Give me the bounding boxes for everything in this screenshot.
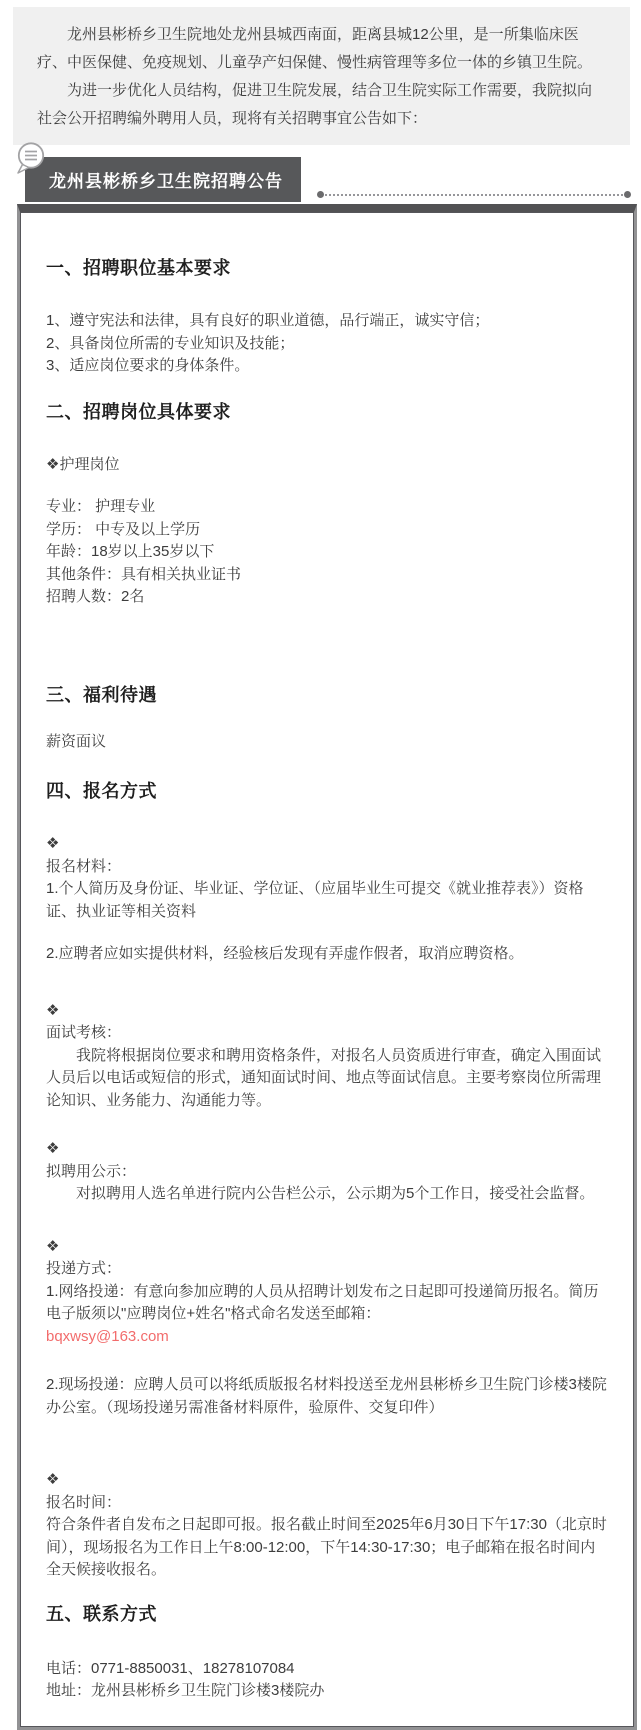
section-heading-3: 三、福利待遇	[46, 684, 157, 705]
email-link[interactable]: bqxwsy@163.com	[46, 1327, 169, 1345]
section-heading-4: 四、报名方式	[46, 781, 157, 801]
publicity-label: 拟聘用公示：	[46, 1162, 137, 1180]
diamond-bullet: ❖	[46, 1237, 60, 1255]
diamond-bullet: ❖	[46, 835, 60, 852]
salary-text: 薪资面议	[46, 732, 107, 750]
interview-text: 我院将根据岗位要求和聘用资格条件，对报名人员资质进行审查，确定入围面试人员后以电话或短信的形式，通知面试时间、地点等面试信息。主要考察岗位所需理论知识、业务能力、沟通能力等。	[46, 1046, 602, 1109]
post-detail-education: 学历： 中专及以上学历	[46, 520, 201, 538]
materials-paragraph-2: 2.应聘者应如实提供材料，经验核后发现有弄虚作假者，取消应聘资格。	[46, 945, 524, 962]
delivery-email-row	[46, 1326, 608, 1349]
post-detail-major: 专业： 护理专业	[46, 498, 156, 515]
speech-bubble-icon	[12, 141, 48, 177]
interview-label: 面试考核：	[46, 1024, 122, 1041]
publicity-text: 对拟聘用人选名单进行院内公告栏公示，公示期为5个工作日，接受社会监督。	[76, 1185, 595, 1202]
intro-box	[13, 7, 630, 145]
diamond-bullet: ❖	[46, 1001, 60, 1019]
divider-dot-left	[317, 191, 324, 198]
diamond-bullet: ❖	[46, 1471, 60, 1488]
requirement-item: 2、具备岗位所需的专业知识及技能；	[46, 334, 295, 352]
requirement-item: 1、遵守宪法和法律，具有良好的职业道德，品行端正，诚实守信；	[46, 312, 490, 329]
post-detail-other: 其他条件：具有相关执业证书	[46, 565, 242, 583]
dotted-divider	[317, 191, 631, 198]
materials-label: 报名材料：	[46, 857, 122, 875]
intro-paragraph-2: 为进一步优化人员结构，促进卫生院发展，结合卫生院实际工作需要，我院拟向社会公开招聘编外聘用人员，现将有关招聘事宜公告如下：	[37, 82, 593, 127]
section-heading-2: 二、招聘岗位具体要求	[46, 401, 231, 422]
title-badge-row	[25, 157, 635, 202]
diamond-bullet: ❖	[46, 1140, 60, 1157]
divider-dot-right	[624, 191, 631, 198]
delivery-paragraph-2: 2.现场投递：应聘人员可以将纸质版报名材料投送至龙州县彬桥乡卫生院门诊楼3楼院办公室。（现场投递另需准备材料原件，验原件、交复印件）	[46, 1376, 607, 1416]
notice-box	[17, 204, 637, 1730]
intro-paragraph-1: 龙州县彬桥乡卫生院地处龙州县城西南面，距离县城12公里，是一所集临床医疗、中医保健、免疫规划、儿童孕产妇保健、慢性病管理等多位一体的乡镇卫生院。	[37, 26, 593, 71]
post-detail-count: 招聘人数：2名	[46, 588, 145, 605]
notice-title-badge	[25, 157, 301, 202]
contact-address: 地址：龙州县彬桥乡卫生院门诊楼3楼院办	[46, 1682, 325, 1699]
divider-dotted-line	[325, 194, 623, 196]
notice-content	[20, 212, 634, 1727]
post-tag: ❖护理岗位	[46, 455, 120, 473]
notice-title-text: 龙州县彬桥乡卫生院招聘公告	[49, 172, 283, 191]
section-heading-1: 一、招聘职位基本要求	[46, 258, 231, 278]
delivery-label: 投递方式：	[46, 1260, 122, 1277]
post-detail-age: 年龄：18岁以上35岁以下	[46, 543, 215, 560]
contact-phone: 电话：0771-8850031、18278107084	[46, 1659, 295, 1677]
delivery-paragraph-1: 1.网络投递：有意向参加应聘的人员从招聘计划发布之日起即可投递简历报名。简历电子版须以"应聘岗位+姓名"格式命名发送至邮箱：	[46, 1282, 599, 1322]
requirement-item: 3、适应岗位要求的身体条件。	[46, 357, 250, 374]
time-label: 报名时间：	[46, 1493, 122, 1511]
time-text: 符合条件者自发布之日起即可报。报名截止时间至2025年6月30日下午17:30（北京时间），现场报名为工作日上午8:00-12:00，下午14:30-17:30；电子邮箱在报名时间内全天候接收报名。	[46, 1516, 607, 1578]
materials-paragraph-1: 1.个人简历及身份证、毕业证、学位证、（应届毕业生可提交《就业推荐表》）资格证、执业证等相关资料	[46, 880, 584, 920]
section-heading-5: 五、联系方式	[46, 1603, 157, 1624]
